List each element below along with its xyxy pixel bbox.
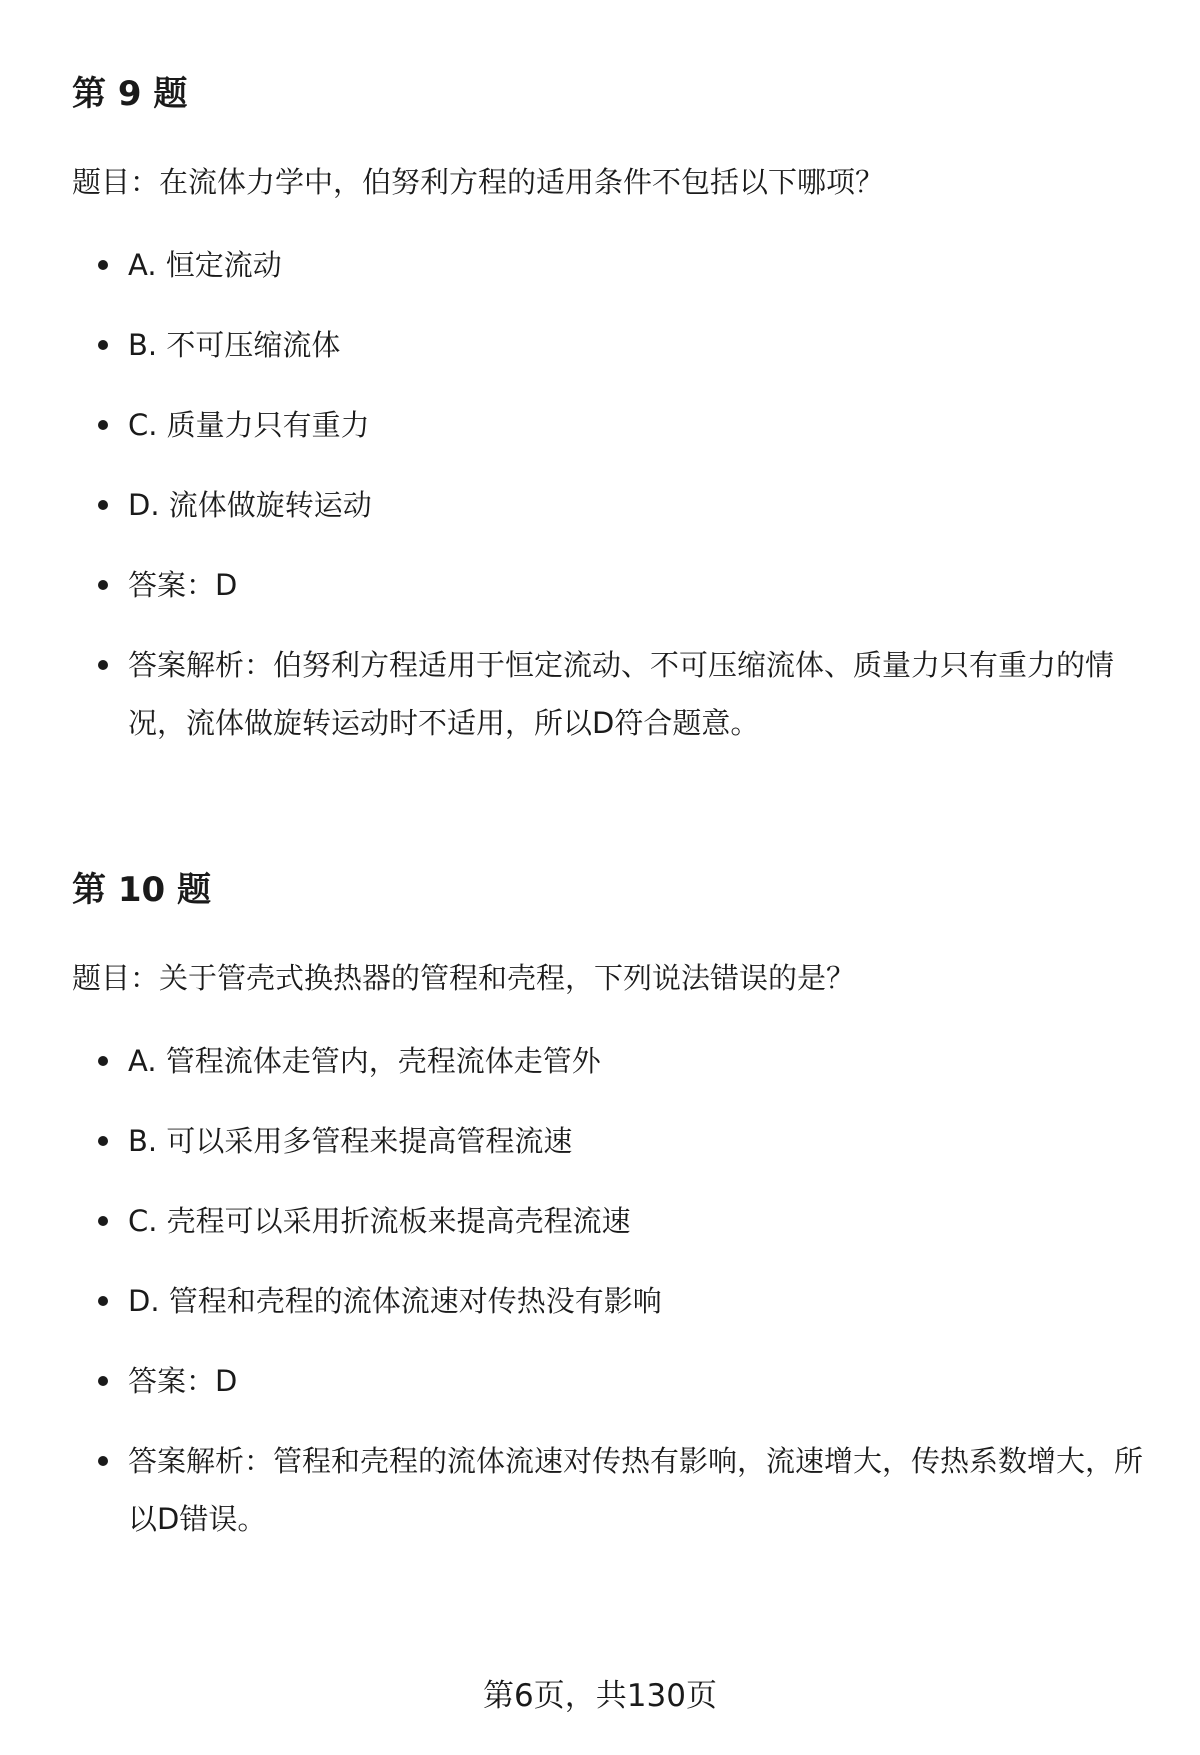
answer-analysis <box>72 1432 1152 1548</box>
bullet-icon <box>98 500 108 510</box>
option-text: B. 可以采用多管程来提高管程流速 <box>128 1124 573 1158</box>
bullet-icon <box>98 1456 108 1466</box>
option-list <box>72 1032 1152 1548</box>
bullet-icon <box>98 420 108 430</box>
option-a <box>72 236 1152 294</box>
question-9 <box>72 72 1152 752</box>
answer-analysis <box>72 636 1152 752</box>
question-heading: 第 9 题 <box>72 74 188 114</box>
option-b <box>72 1112 1152 1170</box>
bullet-icon <box>98 1056 108 1066</box>
option-d <box>72 1272 1152 1330</box>
answer-text: 答案：D <box>128 1364 238 1398</box>
answer-text: 答案：D <box>128 568 238 602</box>
option-c <box>72 1192 1152 1250</box>
bullet-icon <box>98 1296 108 1306</box>
bullet-icon <box>98 1376 108 1386</box>
option-a <box>72 1032 1152 1090</box>
question-heading: 第 10 题 <box>72 870 211 910</box>
option-d <box>72 476 1152 534</box>
option-c <box>72 396 1152 454</box>
option-text: C. 质量力只有重力 <box>128 408 370 442</box>
question-10 <box>72 868 1152 1548</box>
analysis-text: 答案解析：伯努利方程适用于恒定流动、不可压缩流体、质量力只有重力的情况，流体做旋转运动时不适用，所以D符合题意。 <box>128 648 1115 740</box>
bullet-icon <box>98 1216 108 1226</box>
bullet-icon <box>98 340 108 350</box>
option-b <box>72 316 1152 374</box>
answer <box>72 556 1152 614</box>
option-text: A. 恒定流动 <box>128 248 282 282</box>
bullet-icon <box>98 260 108 270</box>
answer <box>72 1352 1152 1410</box>
bullet-icon <box>98 580 108 590</box>
question-stem: 题目：在流体力学中，伯努利方程的适用条件不包括以下哪项？ <box>72 165 885 199</box>
option-text: B. 不可压缩流体 <box>128 328 341 362</box>
question-stem: 题目：关于管壳式换热器的管程和壳程，下列说法错误的是？ <box>72 961 856 995</box>
bullet-icon <box>98 1136 108 1146</box>
analysis-text: 答案解析：管程和壳程的流体流速对传热有影响，流速增大，传热系数增大，所以D错误。 <box>128 1444 1144 1536</box>
option-text: D. 流体做旋转运动 <box>128 488 372 522</box>
option-text: A. 管程流体走管内，壳程流体走管外 <box>128 1044 601 1078</box>
option-list <box>72 236 1152 752</box>
option-text: D. 管程和壳程的流体流速对传热没有影响 <box>128 1284 662 1318</box>
option-text: C. 壳程可以采用折流板来提高壳程流速 <box>128 1204 631 1238</box>
page-number: 第6页，共130页 <box>483 1678 717 1714</box>
bullet-icon <box>98 660 108 670</box>
